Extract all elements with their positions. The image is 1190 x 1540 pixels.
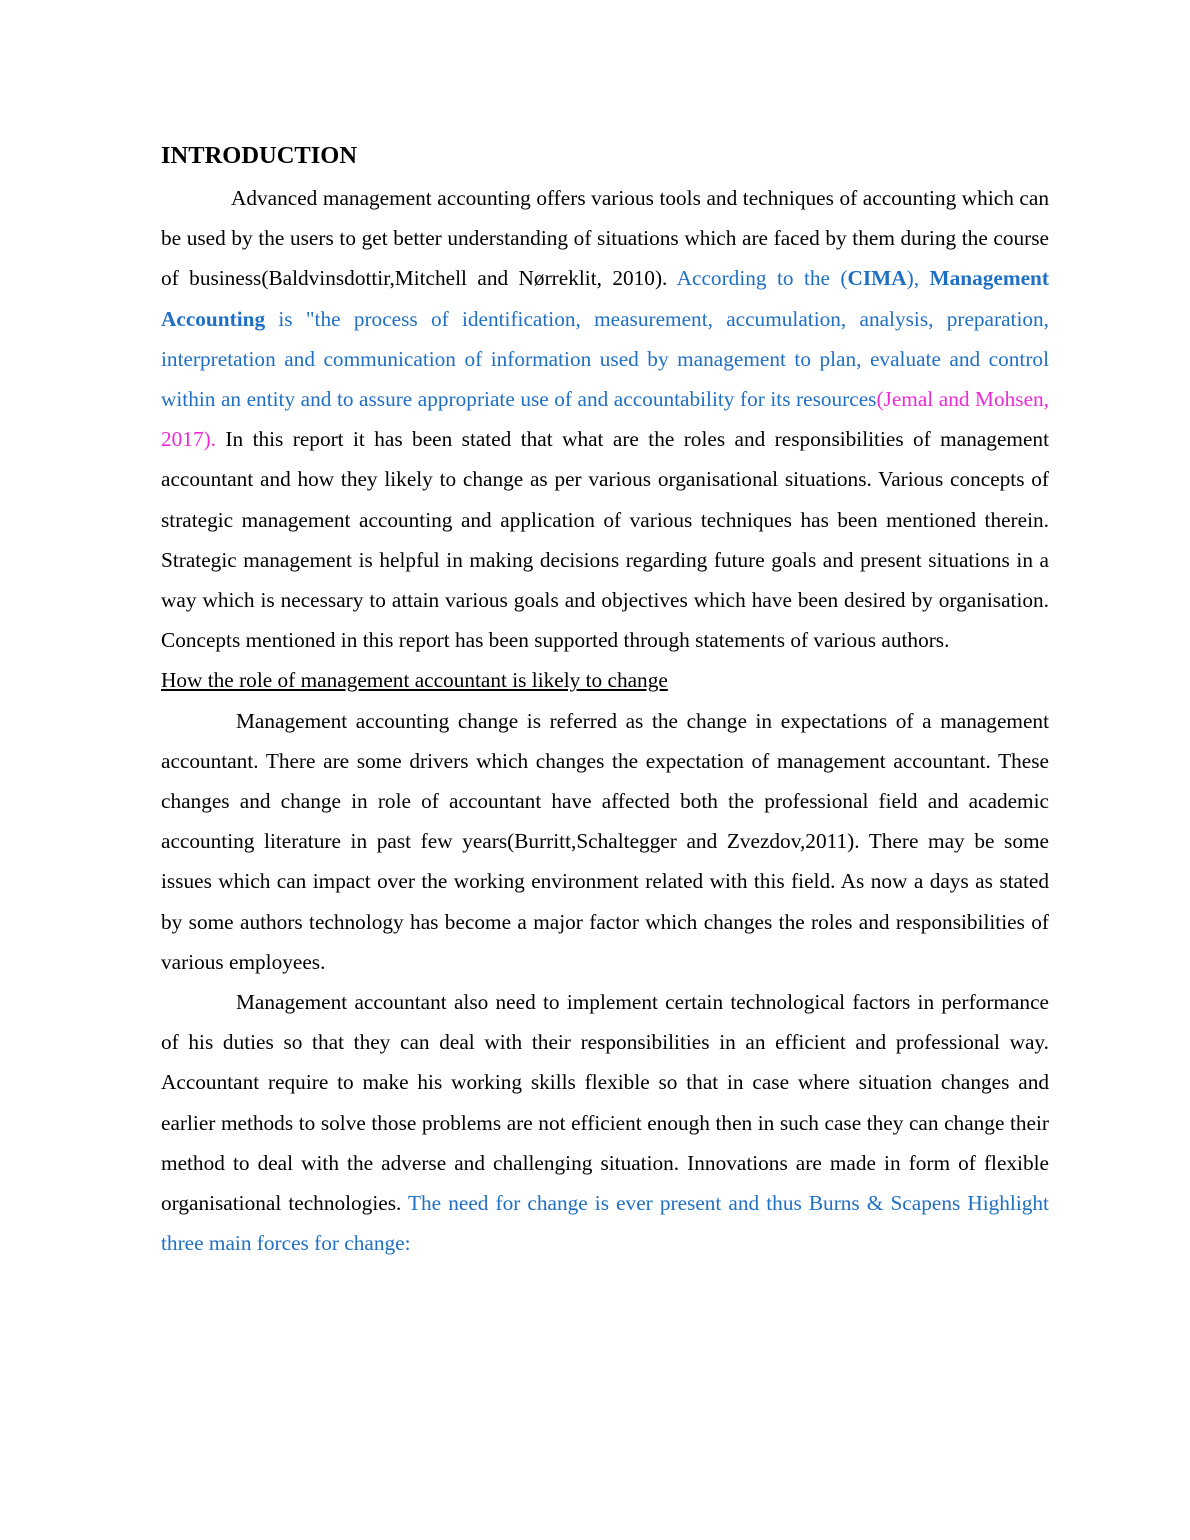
citation-jemal-mohsen: (Jemal and Mohsen, 2017). bbox=[161, 387, 1049, 452]
section-subheading: How the role of management accountant is likely to change bbox=[161, 668, 668, 693]
cima-definition-quote: is "the process of identification, measurement, accumulation, analysis, preparation, interpretation and communication of information used by management to plan, evaluate and control within an entity and to assure appropriate use of and accountability for its resources bbox=[161, 306, 1049, 412]
technology-paragraph bbox=[161, 982, 1049, 1263]
cima-acronym: CIMA bbox=[847, 266, 907, 291]
forces-for-change-lead: The need for change is ever present and thus Burns & Scapens Highlight three main forces for change: bbox=[161, 1191, 1049, 1256]
management-accounting-term: Management Accounting bbox=[161, 266, 1049, 331]
intro-text-part1: Advanced management accounting offers various tools and techniques of accounting which can be used by the users to get better understanding of situations which are faced by them during the course of business(Baldvinsdottir,Mitchell and Nørreklit, 2010). bbox=[161, 186, 1049, 291]
page-title: INTRODUCTION bbox=[161, 142, 358, 169]
intro-paragraph bbox=[161, 178, 1049, 660]
intro-text-part2: In this report it has been stated that what are the roles and responsibilities of management accountant and how they likely to change as per various organisational situations. Various concepts of strategic management accounting and application of various techniques has been mentioned therein. Strategic management is helpful in making decisions regarding future goals and present situations in a way which is necessary to attain various goals and objectives which have been desired by organisation. Concepts mentioned in this report has been supported through statements of various authors. bbox=[161, 427, 1049, 653]
cima-definition-lead: According to the ( bbox=[676, 266, 848, 291]
document-page bbox=[161, 140, 1049, 1263]
cima-definition-sep: ), bbox=[906, 266, 930, 291]
technology-paragraph-text: Management accountant also need to implement certain technological factors in performance of his duties so that they can deal with their responsibilities in an efficient and professional way. Accountant require to make his working skills flexible so that in case where situation changes and earlier methods to solve those problems are not efficient enough then in such case they can change their method to deal with the adverse and challenging situation. Innovations are made in form of flexible organisational technologies. bbox=[161, 990, 1049, 1216]
role-change-paragraph: Management accounting change is referred as the change in expectations of a management accountant. There are some drivers which changes the expectation of management accountant. These changes and change in role of accountant have affected both the professional field and academic accounting literature in past few years(Burritt,Schaltegger and Zvezdov,2011). There may be some issues which can impact over the working environment related with this field. As now a days as stated by some authors technology has become a major factor which changes the roles and responsibilities of various employees. bbox=[161, 708, 1049, 974]
